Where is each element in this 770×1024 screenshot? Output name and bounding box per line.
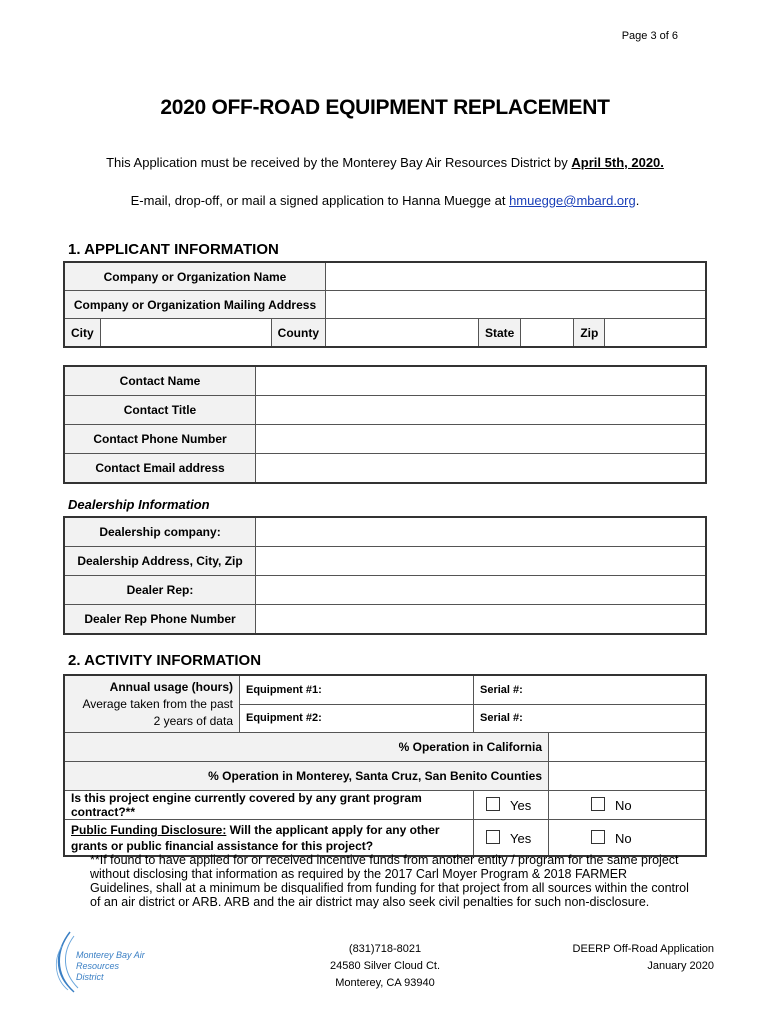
footnote: **If found to have applied for or received incentive funds from another entity / program for the same project without disclosing that information as required by the 2017 Carl Moyer Program & 2018 FARMER Guidelines, shall at a minimum be disqualified from funding for that project from all sources within the control of an air district or ARB. ARB and the air district may also seek civil penalties for such non-disclosure. [90,853,689,909]
annual-usage-label: Annual usage (hours) [109,679,233,694]
dealership-address-label: Dealership Address, City, Zip [64,547,256,576]
disclosure-text: Will the applicant apply for any other grants or public financial assistance for this project? [71,823,440,853]
dealer-rep-label: Dealer Rep: [64,576,256,605]
mailing-address-label: Company or Organization Mailing Address [64,291,326,319]
equipment2-label: Equipment #2: [246,712,322,725]
deadline-date: April 5th, 2020. [571,155,664,170]
logo-text [76,950,148,983]
footer-doc-info [573,941,714,975]
company-name-field[interactable] [326,262,707,291]
equipment1-label: Equipment #1: [246,683,322,696]
section-applicant-heading: 1. APPLICANT INFORMATION [68,241,279,258]
logo-text-line-2: Resources District [76,961,120,982]
serial2-cell[interactable] [474,704,707,733]
district-logo [48,928,148,996]
county-field[interactable] [326,319,479,348]
contact-name-field[interactable] [256,366,707,396]
state-field[interactable] [521,319,574,348]
disclosure-yes-option[interactable] [474,820,549,857]
equipment1-cell[interactable] [240,675,474,704]
pct-california-label: % Operation in California [64,733,549,762]
disclosure-no-option[interactable] [549,820,707,857]
page-title: 2020 OFF-ROAD EQUIPMENT REPLACEMENT [160,96,610,119]
disclosure-question [64,820,474,857]
applicant-table [63,261,707,348]
grant-yes-option[interactable] [474,791,549,820]
city-label: City [64,319,100,348]
footer-date: January 2020 [647,960,714,972]
contact-name-label: Contact Name [64,366,256,396]
footer-city: Monterey, CA 93940 [335,977,435,989]
submit-prefix: E-mail, drop-off, or mail a signed application to Hanna Muegge at [130,193,510,208]
disclosure-no-checkbox[interactable] [591,830,605,844]
state-label: State [479,319,521,348]
county-label: County [271,319,325,348]
zip-field[interactable] [605,319,706,348]
contact-email-label: Contact Email address [64,454,256,484]
contact-title-field[interactable] [256,396,707,425]
dealership-table [63,516,707,635]
dealership-company-field[interactable] [256,517,707,547]
grant-yes-checkbox[interactable] [486,797,500,811]
disclosure-yes-label: Yes [510,830,532,846]
pct-california-field[interactable] [549,733,707,762]
disclosure-no-label: No [615,830,632,846]
dealership-company-label: Dealership company: [64,517,256,547]
deadline-text [0,155,770,170]
annual-usage-cell [64,675,240,733]
grant-no-option[interactable] [549,791,707,820]
dealer-rep-field[interactable] [256,576,707,605]
activity-table [63,674,707,857]
dealership-heading: Dealership Information [68,497,210,512]
equipment2-cell[interactable] [240,704,474,733]
pct-counties-field[interactable] [549,762,707,791]
footer-phone: (831)718-8021 [348,943,422,955]
contact-table [63,365,707,484]
email-link[interactable]: hmuegge@mbard.org [509,193,636,208]
pct-counties-label: % Operation in Monterey, Santa Cruz, San Benito Counties [64,762,549,791]
grant-no-label: No [615,798,632,813]
grant-yes-label: Yes [510,798,532,813]
contact-email-field[interactable] [256,454,707,484]
zip-label: Zip [574,319,605,348]
footer-address [305,941,465,992]
deadline-prefix: This Application must be received by the Monterey Bay Air Resources District by [106,155,572,170]
serial1-cell[interactable] [474,675,707,704]
dealer-rep-phone-label: Dealer Rep Phone Number [64,605,256,635]
serial1-label: Serial #: [480,683,523,696]
footer-street: 24580 Silver Cloud Ct. [329,960,441,972]
logo-text-line-1: Monterey Bay Air [76,950,145,960]
average-note-line-2: 2 years of data [153,713,233,728]
serial2-label: Serial #: [480,712,523,725]
submit-suffix: . [635,193,640,208]
contact-title-label: Contact Title [64,396,256,425]
dealership-address-field[interactable] [256,547,707,576]
disclosure-label: Public Funding Disclosure: [71,823,227,837]
contact-phone-label: Contact Phone Number [64,425,256,454]
average-note-line-1: Average taken from the past [82,696,233,711]
city-field[interactable] [100,319,271,348]
contact-phone-field[interactable] [256,425,707,454]
footer-doc-name: DEERP Off-Road Application [572,943,714,955]
company-name-label: Company or Organization Name [64,262,326,291]
disclosure-yes-checkbox[interactable] [486,830,500,844]
section-activity-heading: 2. ACTIVITY INFORMATION [68,652,262,669]
submit-text [0,193,770,208]
mailing-address-field[interactable] [326,291,707,319]
page-number: Page 3 of 6 [621,30,678,42]
grant-no-checkbox[interactable] [591,797,605,811]
grant-question: Is this project engine currently covered by any grant program contract?** [64,791,474,820]
dealer-rep-phone-field[interactable] [256,605,707,635]
